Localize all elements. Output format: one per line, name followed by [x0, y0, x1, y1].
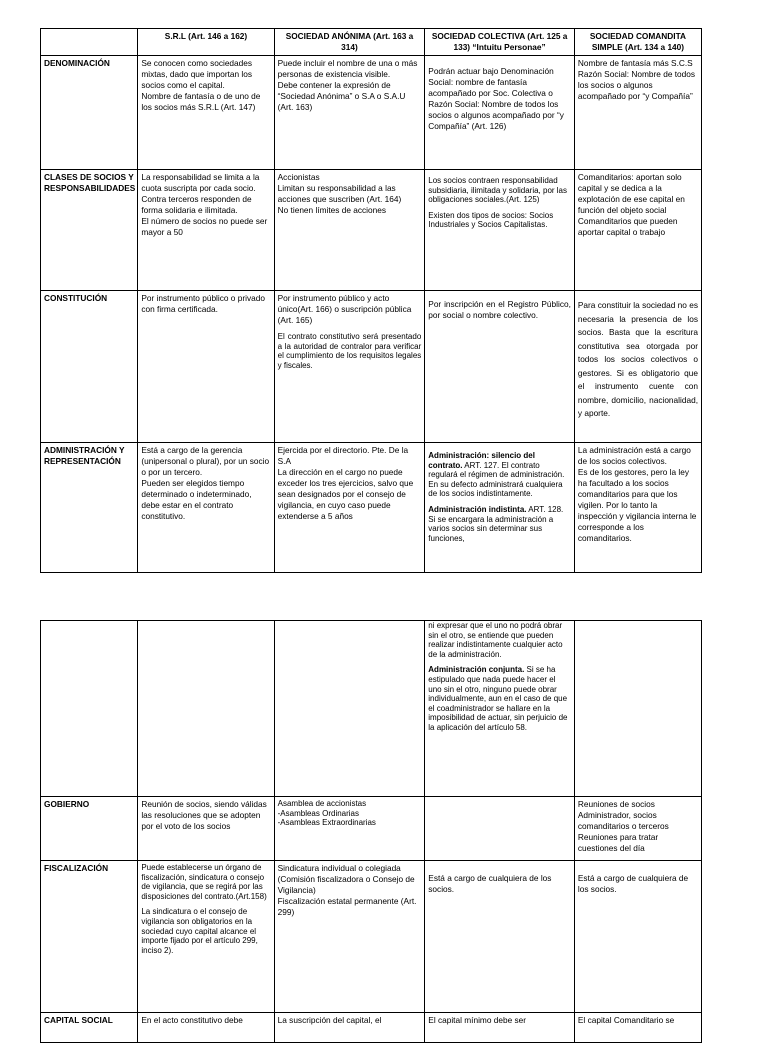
cell-colectiva-continuation-1: ni expresar que el uno no podrá obrar sin el otro, se entiende que pueden realizar indistintamente cualquier acto de la administración.: [428, 621, 563, 659]
cell-comandita-administracion: La administración está a cargo de los socios colectivos. Es de los gestores, pero la ley ha facultado a los socios comanditarios para que los vigilen. Por lo tanto la inspección y vigilancia interna le corresponde a los comanditarios.: [577, 445, 697, 543]
cell-srl-denominacion: Se conocen como sociedades mixtas, dado que importan los socios como el capital. Nombre de fantasía o de uno de los socios más S.R.L (Art. 147): [141, 58, 261, 112]
header-srl: S.R.L (Art. 146 a 162): [138, 29, 274, 56]
cell-srl-constitucion: Por instrumento público o privado con firma certificada.: [141, 293, 265, 314]
row-capital: [41, 1013, 702, 1043]
row-denominacion: [41, 56, 702, 170]
cell-srl-capital: En el acto constitutivo debe: [141, 1015, 243, 1025]
header-sa: SOCIEDAD ANÓNIMA (Art. 163 a 314): [274, 29, 425, 56]
admin-conjunta-text: Si se ha estipulado que nada puede hacer el uno sin el otro, ninguno puede obrar individualmente, aun en el caso de que el coadministrador se hallare en la imposibilidad de actuar, sin perjuicio de la aplicación del artículo 58.: [428, 665, 568, 732]
cell-colectiva-continuation-2: [428, 665, 571, 732]
cell-colectiva-gobierno: [425, 797, 575, 861]
cell-colectiva-fiscalizacion: Está a cargo de cualquiera de los socios.: [428, 873, 552, 894]
cell-colectiva-denominacion: Podrán actuar bajo Denominación Social: nombre de fantasía acompañado por Soc. Colectiva o Razón Social: Nombre de todos los socios o algunos acompañado por “y Compañía” (Art. 126): [428, 66, 564, 131]
cell-comandita-capital: El capital Comanditario se: [577, 1015, 675, 1025]
row-label-fiscalizacion: FISCALIZACIÓN: [41, 861, 138, 1013]
header-row: [41, 29, 702, 56]
cell-comandita-gobierno: Reuniones de socios Administrador, socios comanditarios o terceros Reuniones para tratar cuestiones del día: [577, 799, 669, 853]
row-constitucion: [41, 291, 702, 443]
cell-srl-fiscalizacion-1: Puede establecerse un órgano de fiscalización, sindicatura o consejo de vigilancia, que se regirá por las disposiciones del contrato.(Art.158): [141, 863, 267, 901]
admin-indistinta-title: Administración indistinta.: [428, 504, 527, 514]
row-label-capital: CAPITAL SOCIAL: [41, 1013, 138, 1043]
cell-srl-continuation: [138, 621, 274, 797]
row-label-gobierno: GOBIERNO: [41, 797, 138, 861]
header-colectiva: SOCIEDAD COLECTIVA (Art. 125 a 133) “Intuitu Personae”: [425, 29, 575, 56]
cell-sa-denominacion: Puede incluir el nombre de una o más personas de existencia visible. Debe contener la expresión de “Sociedad Anónima” o S.A o S.A.U (Art. 163): [277, 58, 418, 112]
admin-conjunta-title: Administración conjunta.: [428, 665, 525, 675]
cell-srl-fiscalizacion-2: La sindicatura o el consejo de vigilancia son obligatorios en la sociedad cuyo capital alcance el importe fijado por el artículo 299, inciso 2).: [141, 907, 258, 955]
cell-comandita-fiscalizacion: Está a cargo de cualquiera de los socios.: [577, 873, 689, 894]
row-administracion: [41, 443, 702, 573]
cell-colectiva-clases-1: Los socios contraen responsabilidad subsidiaria, ilimitada y solidaria, por las obligaciones sociales.(Art. 125): [428, 176, 568, 205]
cell-colectiva-capital: El capital mínimo debe ser: [428, 1015, 527, 1025]
cell-sa-constitucion-1: Por instrumento público y acto único(Art. 166) o suscripción pública (Art. 165): [277, 293, 412, 325]
cell-sa-clases: Accionistas Limitan su responsabilidad a las acciones que suscriben (Art. 164) No tienen límites de acciones: [277, 172, 402, 215]
cell-srl-clases: La responsabilidad se limita a la cuota suscripta por cada socio. Contra terceros responden de forma solidaria e ilimitada. El número de socios no puede ser mayor a 50: [141, 172, 268, 237]
row-gobierno: [41, 797, 702, 861]
comparison-table-bottom: [40, 620, 702, 1043]
row-label-denominacion: DENOMINACIÓN: [41, 56, 138, 170]
admin-indistinta-text: ART. 128. Si se encargara la administración a varios socios sin determinar sus funciones,: [428, 504, 564, 543]
cell-colectiva-clases-2: Existen dos tipos de socios: Socios Industriales y Socios Capitalistas.: [428, 210, 554, 230]
cell-colectiva-administracion-2: [428, 505, 571, 543]
row-label-constitucion: CONSTITUCIÓN: [41, 291, 138, 443]
row-clases: [41, 170, 702, 291]
cell-comandita-clases: Comanditarios: aportan solo capital y se dedica a la explotación de ese capital en función del objeto social Comanditarios que pueden aportar capital o trabajo: [577, 172, 685, 237]
row-label-clases: CLASES DE SOCIOS Y RESPONSABILIDADES: [41, 170, 138, 291]
cell-comandita-continuation: [574, 621, 701, 797]
comparison-table-top: [40, 28, 702, 573]
cell-sa-fiscalizacion: Sindicatura individual o colegiada (Comisión fiscalizadora o Consejo de Vigilancia) Fiscalización estatal permanente (Art. 299): [277, 863, 417, 917]
cell-sa-constitucion-2: El contrato constitutivo será presentado a la autoridad de contralor para verificar el cumplimiento de los requisitos legales y fiscales.: [277, 332, 422, 370]
cell-sa-continuation: [274, 621, 425, 797]
cell-sa-gobierno: Asamblea de accionistas -Asambleas Ordinarias -Asambleas Extraordinarias: [277, 799, 376, 828]
cell-srl-gobierno: Reunión de socios, siendo válidas las resoluciones que se adopten por el voto de los socios: [141, 799, 267, 831]
admin-silencio-text: ART. 127. El contrato regulará el régimen de administración. En su defecto administrará cualquiera de los socios indistintamente.: [428, 460, 565, 499]
header-comandita: SOCIEDAD COMANDITA SIMPLE (Art. 134 a 140): [574, 29, 701, 56]
row-label-continuation: [41, 621, 138, 797]
cell-srl-administracion: Está a cargo de la gerencia (unipersonal o plural), por un socio o por un tercero. Pueden ser elegidos tiempo determinado o indeterminado, debe estar en el contrato constitutivo.: [141, 445, 270, 521]
row-label-administracion: ADMINISTRACIÓN Y REPRESENTACIÓN: [41, 443, 138, 573]
cell-colectiva-constitucion: Por inscripción en el Registro Público, por social o nombre colectivo.: [428, 299, 571, 320]
admin-silencio-title: Administración: silencio del contrato.: [428, 451, 535, 470]
cell-sa-capital: La suscripción del capital, el: [277, 1015, 382, 1025]
cell-comandita-constitucion: Para constituir la sociedad no es necesaria la presencia de los socios. Basta que la escritura constitutiva sea otorgada por todos los socios colectivos o gestores. Si es obligatorio que el instrumento cuente con nombre, domicilio, nacionalidad, y aporte.: [577, 300, 698, 418]
cell-sa-administracion: Ejercida por el directorio. Pte. De la S.A La dirección en el cargo no puede exceder los tres ejercicios, salvo que sean designados por el consejo de vigilancia, en cuyo caso puede extenderse a 5 años: [277, 445, 414, 521]
header-blank: [41, 29, 138, 56]
cell-comandita-denominacion: Nombre de fantasía más S.C.S Razón Social: Nombre de todos los socios o algunos acompañado por “y Compañía”: [577, 58, 696, 101]
row-fiscalizacion: [41, 861, 702, 1013]
row-continuation: [41, 621, 702, 797]
cell-colectiva-administracion-1: [428, 451, 571, 499]
